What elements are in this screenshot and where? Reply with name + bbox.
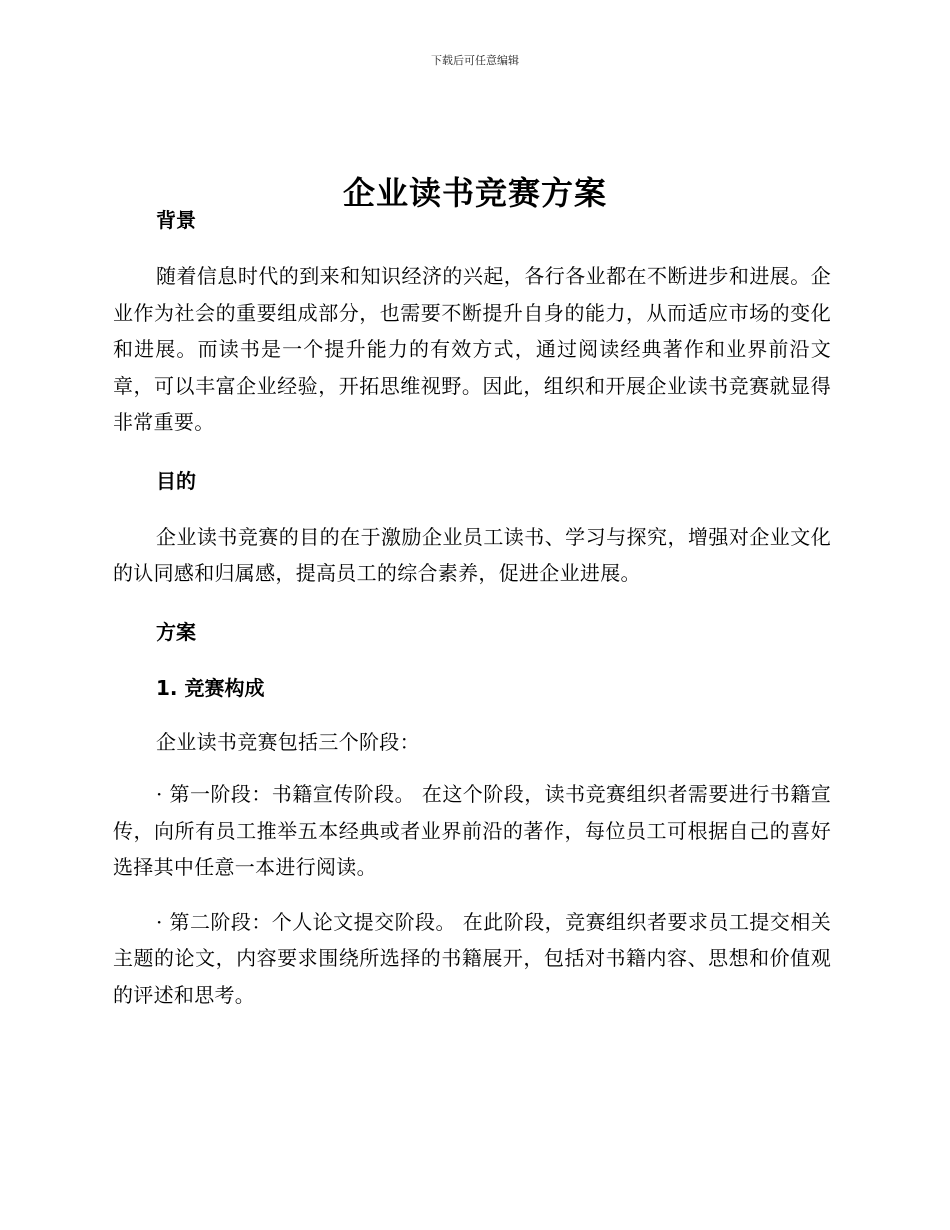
- subsection-heading-composition: 1. 竞赛构成: [156, 675, 265, 700]
- section-heading-background: 背景: [156, 208, 196, 232]
- background-paragraph: 随着信息时代的到来和知识经济的兴起，各行各业都在不断进步和进展。企业作为社会的重要组成部分，也需要不断提升自身的能力，从而适应市场的变化和进展。而读书是一个提升能力的有效方式，通过阅读经典著作和业界前沿文章，可以丰富企业经验，开拓思维视野。因此，组织和开展企业读书竞赛就显得非常重要。: [113, 264, 831, 434]
- document-body: [113, 200, 831, 1013]
- plan-intro-paragraph: 企业读书竞赛包括三个阶段：: [156, 729, 420, 754]
- purpose-paragraph: 企业读书竞赛的目的在于激励企业员工读书、学习与探究，增强对企业文化的认同感和归属感，提高员工的综合素养，促进企业进展。: [113, 524, 831, 585]
- section-heading-plan: 方案: [156, 619, 196, 644]
- document-title: 企业读书竞赛方案: [342, 174, 607, 213]
- stage-two-paragraph: · 第二阶段：个人论文提交阶段。 在此阶段，竞赛组织者要求员工提交相关主题的论文，内容要求围绕所选择的书籍展开，包括对书籍内容、思想和价值观的评述和思考。: [113, 909, 831, 1007]
- stage-one-paragraph: · 第一阶段：书籍宣传阶段。 在这个阶段，读书竞赛组织者需要进行书籍宣传，向所有员工推举五本经典或者业界前沿的著作，每位员工可根据自己的喜好选择其中任意一本进行阅读。: [113, 782, 831, 879]
- section-heading-purpose: 目的: [156, 468, 196, 493]
- page-header-note: 下载后可任意编辑: [431, 54, 519, 67]
